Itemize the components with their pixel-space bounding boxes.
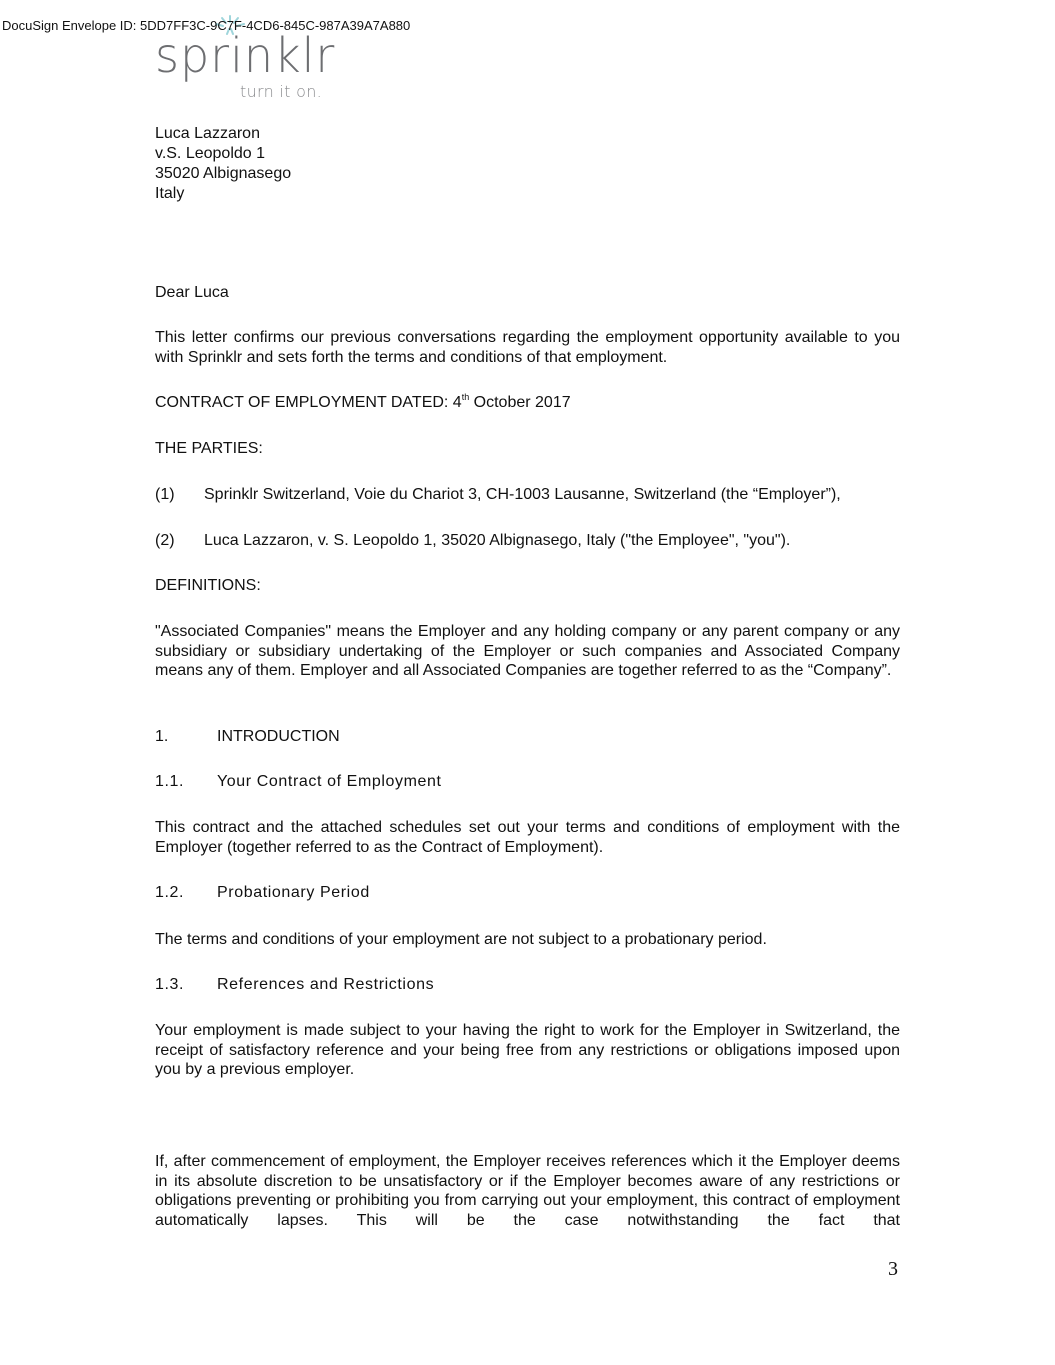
party-number: (2): [155, 532, 175, 549]
logo-tagline: turn it on.: [240, 82, 323, 101]
page-number: 3: [888, 1258, 898, 1280]
address-name: Luca Lazzaron: [155, 125, 260, 142]
date-ordinal-suffix: th: [461, 392, 470, 402]
address-country: Italy: [155, 185, 185, 202]
party-text: Sprinklr Switzerland, Voie du Chariot 3, CH-1003 Lausanne, Switzerland (the “Employer”),: [204, 486, 841, 503]
salutation: Dear Luca: [155, 284, 229, 301]
address-city: 35020 Albignasego: [155, 165, 292, 182]
section-1-3-body: Your employment is made subject to your having the right to work for the Employer in Switzerland, the receipt of satisfactory reference and your being free from any restrictions or obligations imposed upon you by a previous employer.: [155, 1022, 900, 1079]
section-heading-1: [155, 727, 340, 747]
docusign-envelope-id: DocuSign Envelope ID: 5DD7FF3C-9C7F-4CD6-845C-987A39A7A880: [2, 18, 411, 33]
address-street: v.S. Leopoldo 1: [155, 145, 266, 162]
sprinklr-wordmark: sprinklr: [155, 28, 336, 84]
party-text: Luca Lazzaron, v. S. Leopoldo 1, 35020 Albignasego, Italy ("the Employee", "you").: [204, 532, 791, 549]
section-title: Your Contract of Employment: [217, 773, 442, 790]
section-1-2-body: The terms and conditions of your employment are not subject to a probationary period.: [155, 931, 767, 948]
party-item: [155, 531, 790, 551]
parties-heading: THE PARTIES:: [155, 440, 263, 457]
section-heading-1-3: [155, 975, 434, 995]
contract-dated-prefix: CONTRACT OF EMPLOYMENT DATED: 4: [155, 394, 462, 411]
section-title: INTRODUCTION: [217, 728, 340, 745]
section-title: References and Restrictions: [217, 976, 435, 993]
section-1-1-body: This contract and the attached schedules set out your terms and conditions of employment with the Employer (together referred to as the Contract of Employment).: [155, 819, 900, 856]
definitions-paragraph: "Associated Companies" means the Employer and any holding company or any parent company or any subsidiary or subsidiary undertaking of the Employer or such companies and Associated Company means any of them. Employer and all Associated Companies are together referred to as the “Company”.: [155, 623, 900, 680]
section-number: 1.: [155, 728, 169, 745]
contract-dated-suffix: October 2017: [469, 394, 571, 411]
section-title: Probationary Period: [217, 884, 370, 901]
intro-paragraph: This letter confirms our previous conversations regarding the employment opportunity available to you with Sprinklr and sets forth the terms and conditions of that employment.: [155, 329, 900, 366]
section-heading-1-2: [155, 883, 370, 903]
party-item: [155, 485, 841, 505]
references-lapse-paragraph: If, after commencement of employment, the Employer receives references which it the Employer deems in its absolute discretion to be unsatisfactory or if the Employer becomes aware of any restrictions or obligations preventing or prohibiting you from carrying out your employment, this contract of employment automatically lapses. This will be the case notwithstanding the fact that: [155, 1153, 900, 1229]
contract-dated-line: [155, 393, 571, 413]
section-number: 1.1.: [155, 773, 185, 790]
section-number: 1.2.: [155, 884, 185, 901]
section-number: 1.3.: [155, 976, 185, 993]
section-heading-1-1: [155, 772, 442, 792]
party-number: (1): [155, 486, 175, 503]
definitions-heading: DEFINITIONS:: [155, 577, 261, 594]
